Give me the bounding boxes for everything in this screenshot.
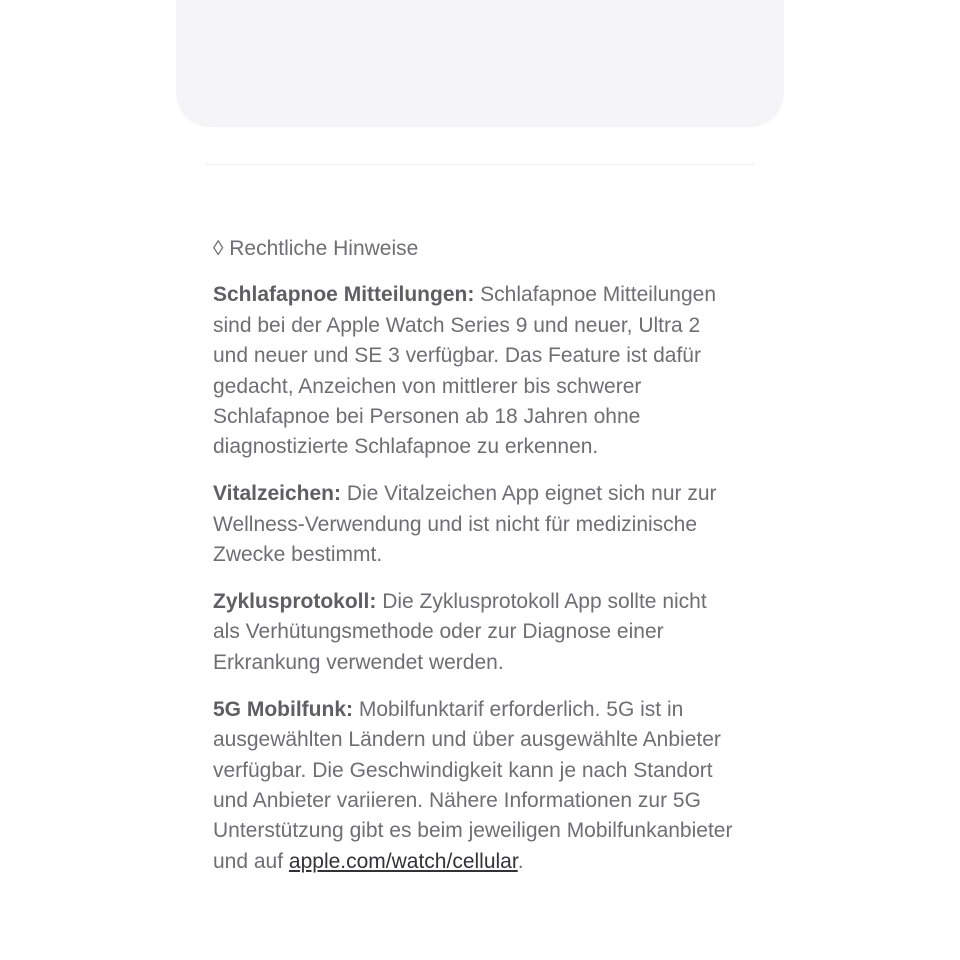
note-vitals — [213, 479, 738, 570]
lozenge-icon: ◊ — [213, 237, 224, 260]
note-text: Schlafapnoe Mitteilungen sind bei der Apple Watch Series 9 und neuer, Ultra 2 und neuer und SE 3 verfügbar. Das Feature ist dafür gedacht, Anzeichen von mittlerer bis schwerer Schlafapnoe bei Personen ab 18 Jahren ohne diagnostizierte Schlafapnoe zu erkennen. — [213, 283, 717, 459]
note-text: Die Zyklusprotokoll App sollte nicht als Verhütungsmethode oder zur Diagnose einer Erkrankung verwendet werden. — [213, 590, 707, 674]
note-title: Zyklusprotokoll: — [213, 590, 377, 614]
note-text: Die Vitalzeichen App eignet sich nur zur Wellness-Verwendung und ist nicht für medizinische Zwecke bestimmt. — [213, 482, 717, 567]
product-image-card — [176, 0, 784, 127]
legal-notes — [213, 234, 738, 894]
note-title: Schlafapnoe Mitteilungen: — [213, 283, 475, 307]
note-5g — [213, 695, 738, 877]
note-period: . — [517, 849, 524, 873]
note-text: Mobilfunktarif erforderlich. 5G ist in ausgewählten Ländern und über ausgewählte Anbieter verfügbar. Die Geschwindigkeit kann je nach Standort und Anbieter variieren. Nähere Informationen zur 5G Unterstützung gibt es beim jeweiligen Mobilfunkanbieter und auf — [213, 697, 733, 873]
legal-heading-text: Rechtliche Hinweise — [229, 237, 419, 260]
note-title: Vitalzeichen: — [213, 482, 341, 506]
section-divider — [205, 164, 755, 165]
note-sleep-apnea — [213, 280, 738, 462]
cellular-link[interactable]: apple.com/watch/cellular — [288, 849, 518, 873]
legal-heading — [213, 234, 738, 264]
note-cycle-tracking — [213, 587, 738, 678]
note-title: 5G Mobilfunk: — [213, 697, 353, 721]
